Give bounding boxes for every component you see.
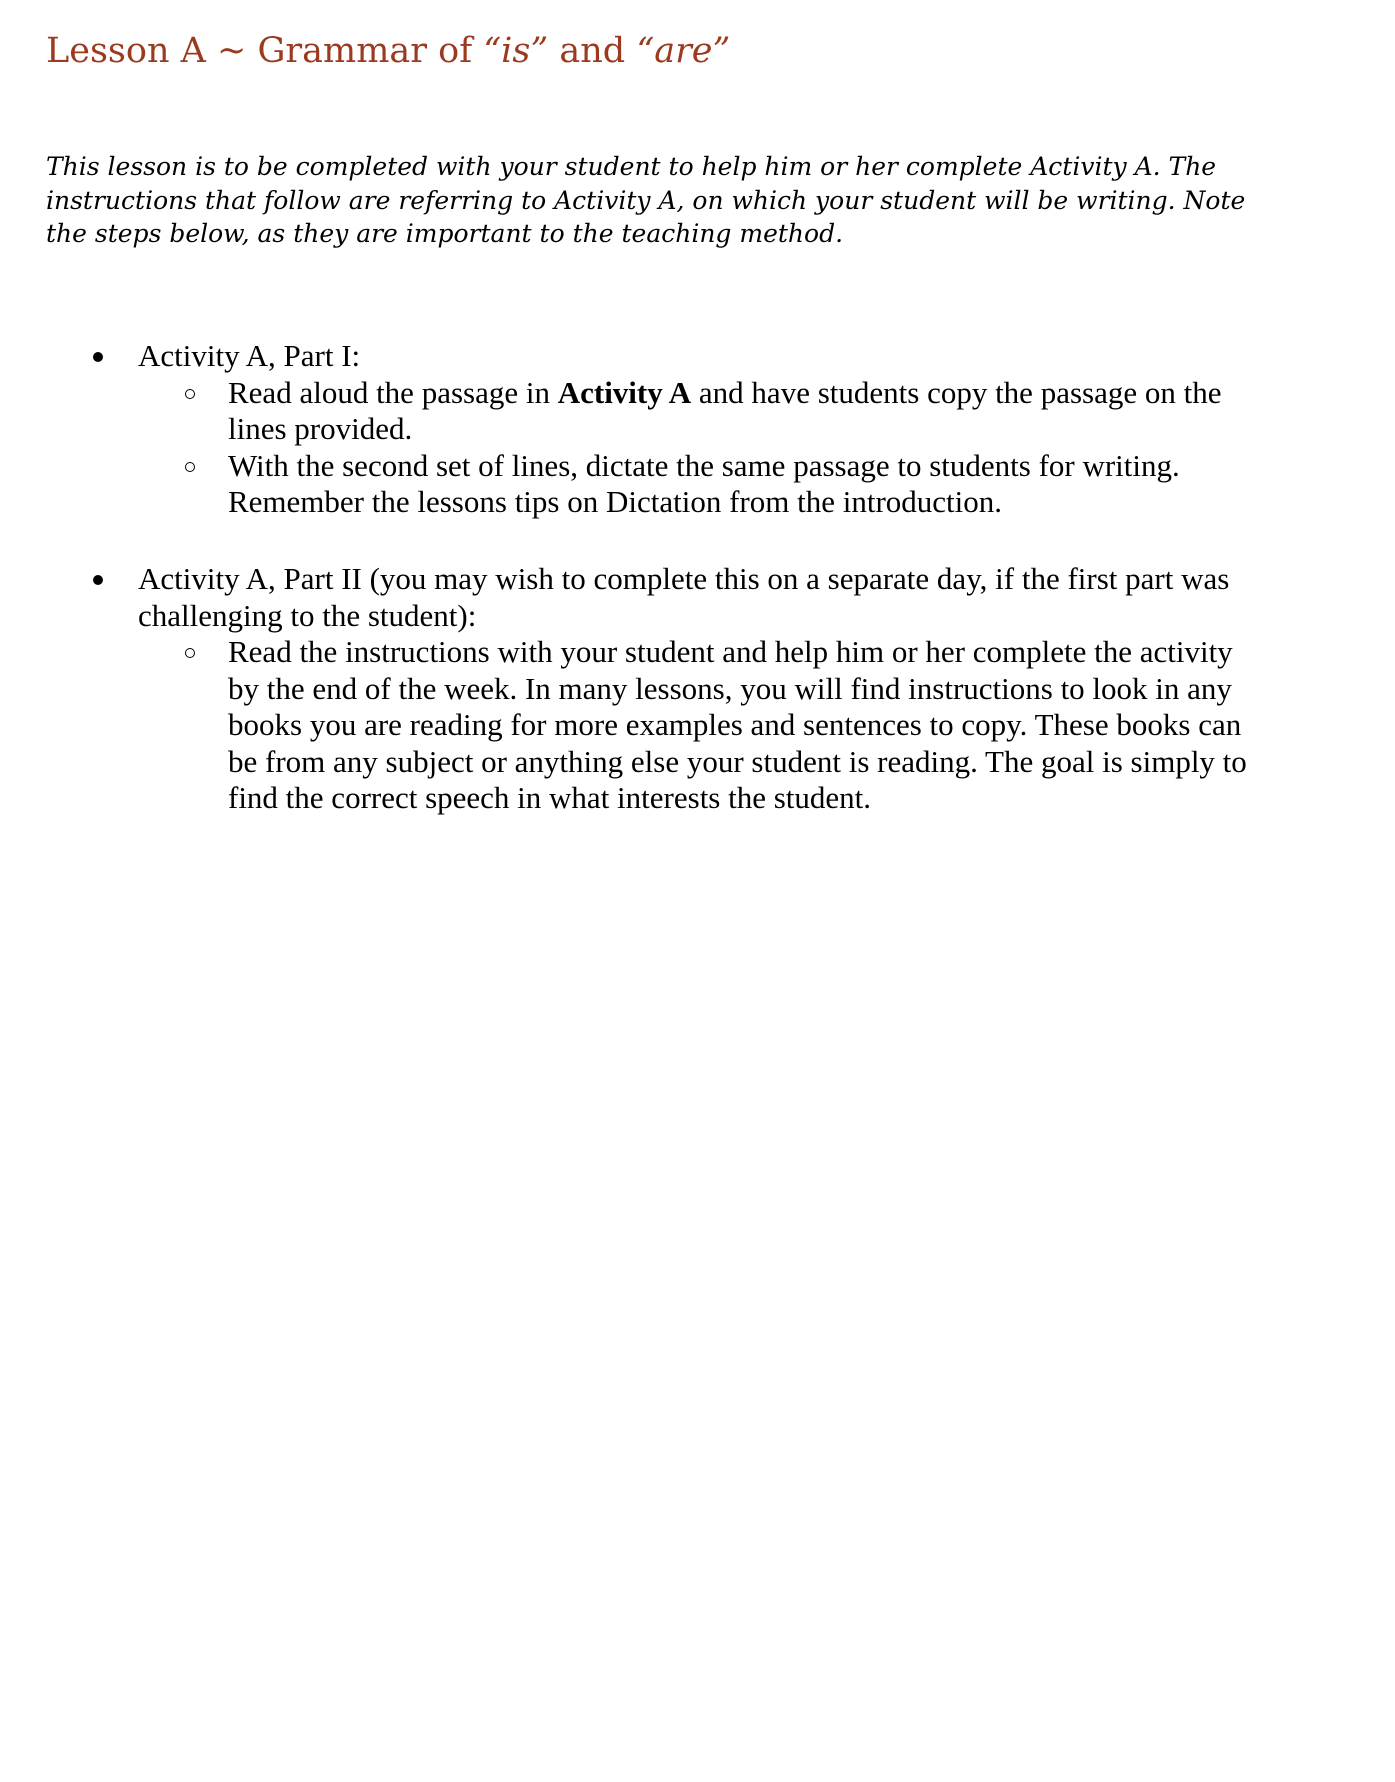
hollow-bullet-icon xyxy=(185,389,195,399)
intro-paragraph: This lesson is to be completed with your student to help him or her complete Activity A. The instructions that follow are referring to Activity A, on which your student will be writing. Note the steps below, as they are important to the teaching method. xyxy=(46,152,1246,248)
bullet-icon xyxy=(93,575,103,585)
section-heading-text: Activity A, Part I: xyxy=(138,338,361,373)
title-term-are: “are” xyxy=(636,31,731,71)
title-connector: and xyxy=(548,31,637,71)
hollow-bullet-icon xyxy=(185,462,195,472)
bullet-icon xyxy=(93,352,103,362)
step-text: Read the instructions with your student and help him or her complete the activity by the end of the week. In many lessons, you will find instructions to look in any books you are reading for more examples and sentences to copy. These books can be from any subject or anything else your student is reading. The goal is simply to find the correct speech in what interests the student. xyxy=(228,634,1247,815)
section-heading-part-1 xyxy=(0,338,1268,375)
hollow-bullet-icon xyxy=(185,648,195,658)
section-heading-part-2 xyxy=(0,561,1268,634)
lesson-title xyxy=(46,28,730,74)
section-part-1 xyxy=(0,338,1395,521)
step-dictate xyxy=(0,448,1268,521)
section-heading-text: Activity A, Part II (you may wish to complete this on a separate day, if the first part was challenging to the student): xyxy=(138,561,1230,633)
step-read-aloud xyxy=(0,375,1268,448)
title-prefix: Lesson A ~ Grammar of xyxy=(46,31,484,71)
title-term-is: “is” xyxy=(483,31,549,71)
step-text-before: Read aloud the passage in xyxy=(228,374,558,410)
step-read-instructions xyxy=(0,634,1268,817)
step-text-after: and have students copy the passage on the lines provided. xyxy=(228,374,1222,446)
step-text: With the second set of lines, dictate the same passage to students for writing. Remember the lessons tips on Dictation from the introduction. xyxy=(228,447,1180,519)
section-part-2 xyxy=(0,561,1395,817)
step-text-bold: Activity A xyxy=(557,374,692,410)
